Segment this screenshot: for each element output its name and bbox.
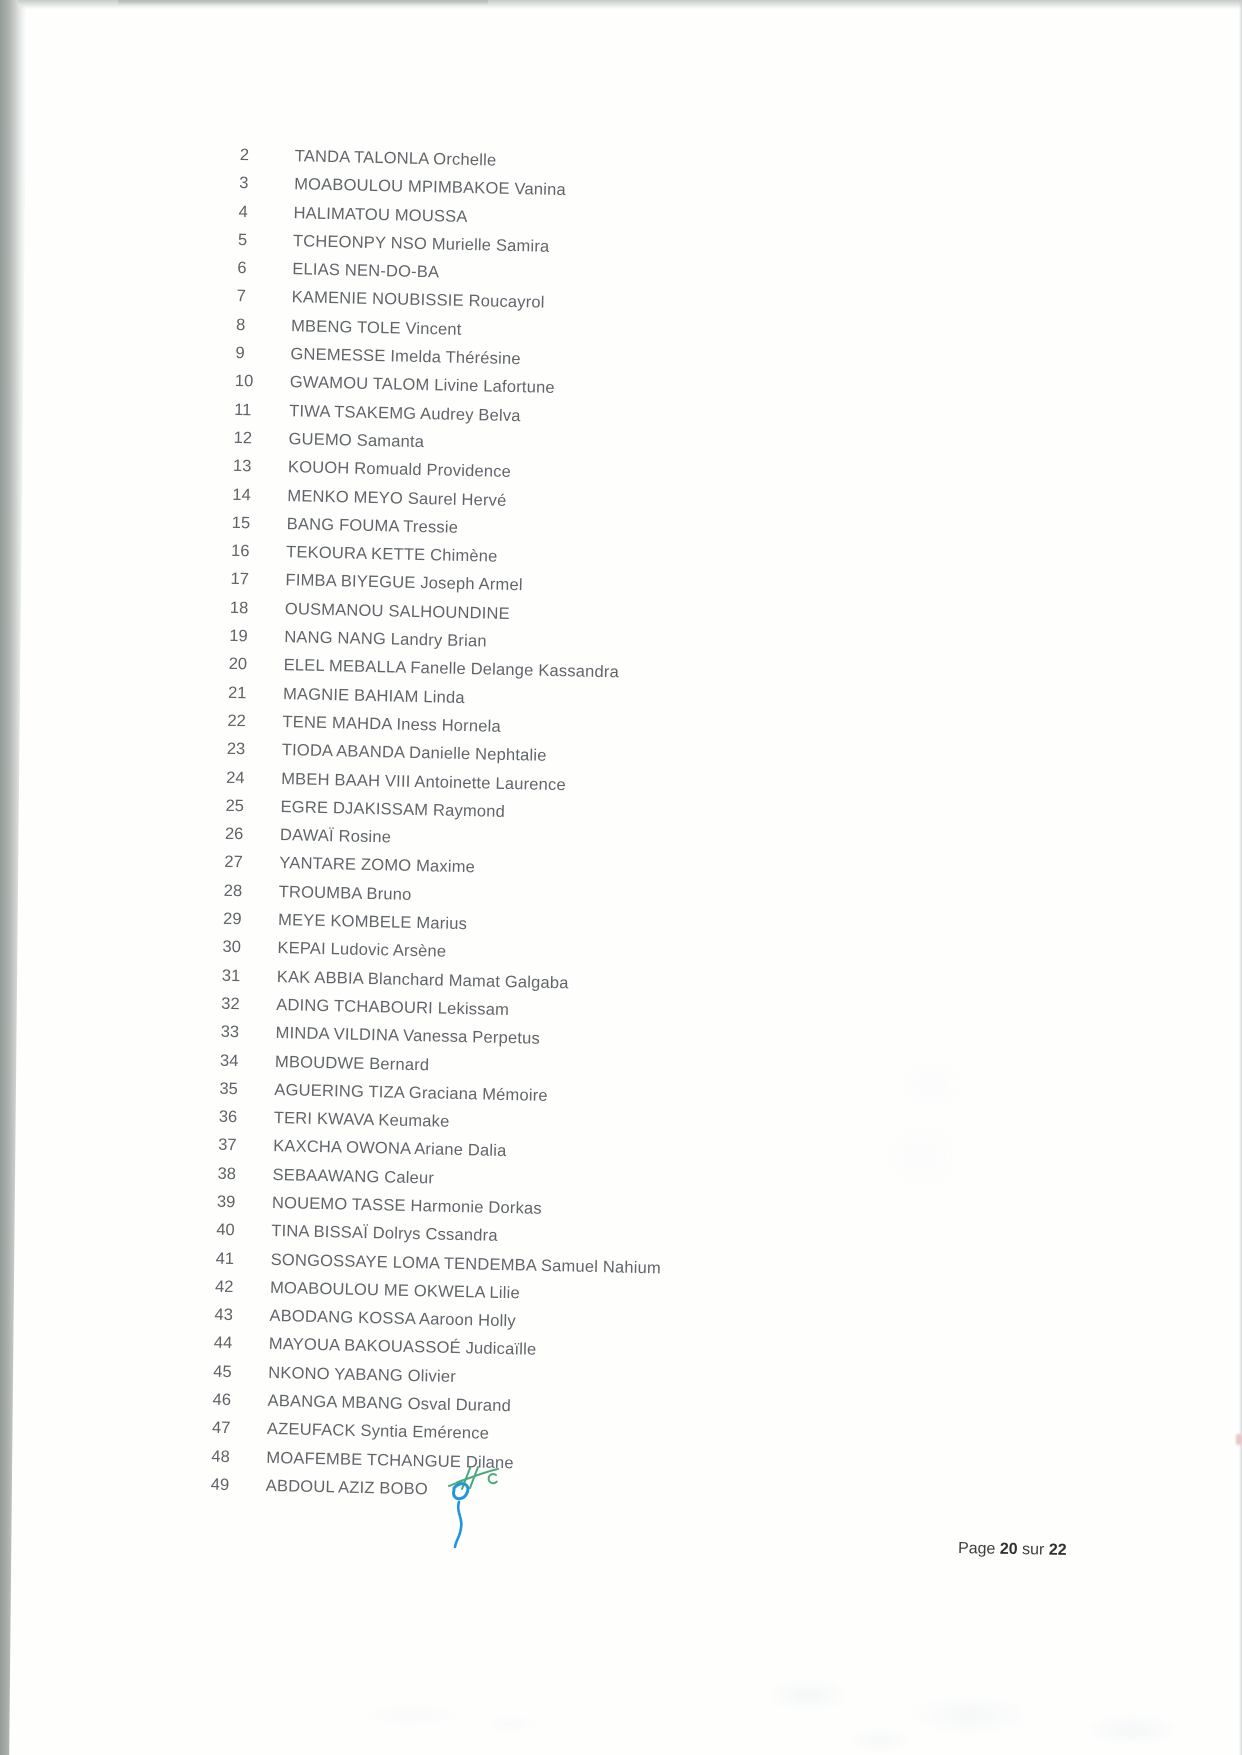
page-indicator-word-sur: sur xyxy=(1021,1541,1045,1559)
list-item-name: MOABOULOU ME OKWELA Lilie xyxy=(269,1278,521,1303)
list-item-number: 44 xyxy=(213,1334,233,1353)
list-item-name: ABODANG KOSSA Aaroon Holly xyxy=(269,1307,517,1331)
list-item-number: 9 xyxy=(235,344,245,363)
list-item-name: YANTARE ZOMO Maxime xyxy=(279,854,476,877)
list-item-name: GNEMESSE Imelda Thérésine xyxy=(290,345,521,369)
ink-bleedthrough xyxy=(850,1030,1010,1210)
page-indicator-word-page: Page xyxy=(957,1540,996,1558)
list-item-name: ADING TCHABOURI Lekissam xyxy=(276,995,510,1019)
list-item-name: TROUMBA Bruno xyxy=(278,882,412,904)
list-item-number: 13 xyxy=(232,457,252,476)
list-item-number: 48 xyxy=(211,1447,230,1466)
list-item-number: 37 xyxy=(218,1136,237,1155)
list-item-number: 49 xyxy=(210,1475,230,1495)
list-item-number: 43 xyxy=(214,1305,234,1325)
list-item-name: KAK ABBIA Blanchard Mamat Galgaba xyxy=(276,967,569,992)
list-item-name: KOUOH Romuald Providence xyxy=(287,458,512,482)
list-item-number: 42 xyxy=(214,1277,234,1297)
list-item-name: TIWA TSAKEMG Audrey Belva xyxy=(289,401,521,425)
page-indicator-current: 20 xyxy=(999,1540,1018,1559)
list-item-name: MOAFEMBE TCHANGUE Dilane xyxy=(266,1448,515,1472)
list-item-name: MEYE KOMBELE Marius xyxy=(277,911,468,934)
list-item-name: NOUEMO TASSE Harmonie Dorkas xyxy=(271,1193,543,1218)
list-item-name: MENKO MEYO Saurel Hervé xyxy=(287,486,507,510)
list-item-number: 34 xyxy=(219,1051,239,1070)
list-item-number: 41 xyxy=(215,1249,235,1268)
list-item-name: MBENG TOLE Vincent xyxy=(290,316,462,339)
list-item-name: GUEMO Samanta xyxy=(288,430,425,452)
list-item-name: ABDOUL AZIZ BOBO xyxy=(265,1476,429,1499)
list-item-name: BANG FOUMA Tressie xyxy=(286,514,459,537)
signature-green-c xyxy=(489,1474,497,1483)
list-item-name: EGRE DJAKISSAM Raymond xyxy=(280,797,506,821)
list-item-number: 46 xyxy=(212,1390,232,1410)
list-item-name: ELEL MEBALLA Fanelle Delange Kassandra xyxy=(283,656,620,682)
list-item-name: GWAMOU TALOM Livine Lafortune xyxy=(289,373,555,398)
list-item-name: MBEH BAAH VIII Antoinette Laurence xyxy=(281,769,567,794)
list-item-number: 38 xyxy=(217,1164,237,1183)
list-item-number: 24 xyxy=(226,768,245,787)
list-item-name: NKONO YABANG Olivier xyxy=(268,1363,457,1386)
list-item-name: KAMENIE NOUBISSIE Roucayrol xyxy=(291,288,545,313)
list-item-number: 16 xyxy=(230,542,250,561)
list-item-name: NANG NANG Landry Brian xyxy=(284,628,487,651)
list-item-name: HALIMATOU MOUSSA xyxy=(293,203,468,226)
list-item-number: 17 xyxy=(230,570,250,589)
list-item-name: KEPAI Ludovic Arsène xyxy=(277,939,447,962)
list-item-name: AGUERING TIZA Graciana Mémoire xyxy=(274,1080,548,1105)
list-item-number: 28 xyxy=(223,881,243,900)
list-item-number: 32 xyxy=(221,994,240,1014)
signature-blue-tail xyxy=(455,1502,461,1547)
list-item-number: 8 xyxy=(235,315,246,334)
name-list xyxy=(210,146,685,1514)
list-item-number: 27 xyxy=(224,853,243,872)
list-item-number: 25 xyxy=(225,796,245,816)
scan-edge-top-shadow xyxy=(118,0,488,5)
list-item-number: 20 xyxy=(228,655,248,674)
list-item-number: 26 xyxy=(224,824,244,844)
list-item-name: DAWAÏ Rosine xyxy=(279,826,392,847)
list-item-name: MOABOULOU MPIMBAKOE Vanina xyxy=(293,175,567,200)
list-item-number: 39 xyxy=(216,1192,236,1212)
list-item-name: TCHEONPY NSO Murielle Samira xyxy=(292,232,550,256)
list-item-name: TENE MAHDA Iness Hornela xyxy=(282,713,502,736)
page-indicator-total: 22 xyxy=(1048,1541,1067,1559)
list-item-number: 6 xyxy=(237,259,247,278)
ink-bleedthrough xyxy=(640,1655,1240,1755)
list-item-number: 22 xyxy=(227,711,247,731)
list-item-name: TERI KWAVA Keumake xyxy=(273,1109,450,1131)
list-item-number: 36 xyxy=(218,1107,238,1127)
list-item-name: ELIAS NEN-DO-BA xyxy=(292,260,440,282)
list-item-number: 4 xyxy=(238,202,248,221)
list-item-number: 33 xyxy=(220,1022,240,1042)
list-item-name: TIODA ABANDA Danielle Nephtalie xyxy=(281,741,547,766)
list-item-name: MBOUDWE Bernard xyxy=(274,1052,430,1074)
list-item-number: 29 xyxy=(222,909,242,929)
list-item-name: SONGOSSAYE LOMA TENDEMBA Samuel Nahium xyxy=(270,1250,662,1278)
list-item-name: TINA BISSAÏ Dolrys Cssandra xyxy=(271,1222,498,1246)
list-item-number: 31 xyxy=(221,966,241,985)
list-item-number: 2 xyxy=(239,146,250,165)
list-item-number: 12 xyxy=(233,428,253,448)
list-item-name: TEKOURA KETTE Chimène xyxy=(285,543,498,566)
list-item-number: 5 xyxy=(237,230,248,250)
list-item-number: 23 xyxy=(226,740,246,759)
list-item-name: SEBAAWANG Caleur xyxy=(272,1165,435,1188)
list-item-number: 40 xyxy=(216,1221,235,1240)
list-item-number: 19 xyxy=(229,626,248,646)
list-item-name: MINDA VILDINA Vanessa Perpetus xyxy=(275,1024,541,1048)
list-item-number: 30 xyxy=(222,938,242,957)
list-item-number: 18 xyxy=(229,598,249,618)
handwritten-signature xyxy=(446,1462,508,1554)
list-item-number: 10 xyxy=(234,372,254,391)
signature-ink-icon xyxy=(446,1462,508,1554)
list-item-number: 45 xyxy=(213,1362,232,1381)
scan-edge-red-mark xyxy=(1236,1434,1241,1445)
signature-blue-loop xyxy=(454,1484,468,1499)
list-item-name: FIMBA BIYEGUE Joseph Armel xyxy=(285,571,523,595)
list-item-number: 7 xyxy=(236,287,247,306)
list-item-name: OUSMANOU SALHOUNDINE xyxy=(284,599,511,623)
list-item-number: 3 xyxy=(238,174,249,193)
list-item-number: 11 xyxy=(234,400,252,419)
page-indicator xyxy=(958,1540,1067,1560)
list-item-number: 15 xyxy=(231,513,251,533)
list-item-number: 21 xyxy=(227,683,247,702)
list-item-name: MAGNIE BAHIAM Linda xyxy=(282,684,465,707)
list-item-name: ABANGA MBANG Osval Durand xyxy=(267,1391,512,1416)
list-item-name: TANDA TALONLA Orchelle xyxy=(294,147,497,170)
list-item-name: MAYOUA BAKOUASSOÉ Judicaïlle xyxy=(268,1335,537,1360)
scan-edge-left xyxy=(0,0,27,1755)
list-item-name: KAXCHA OWONA Ariane Dalia xyxy=(272,1137,507,1161)
list-item-number: 35 xyxy=(219,1079,238,1098)
ink-bleedthrough xyxy=(300,1688,580,1743)
list-item-number: 14 xyxy=(232,485,251,504)
list-item-number: 47 xyxy=(211,1419,231,1438)
list-item-name: AZEUFACK Syntia Emérence xyxy=(266,1420,490,1444)
